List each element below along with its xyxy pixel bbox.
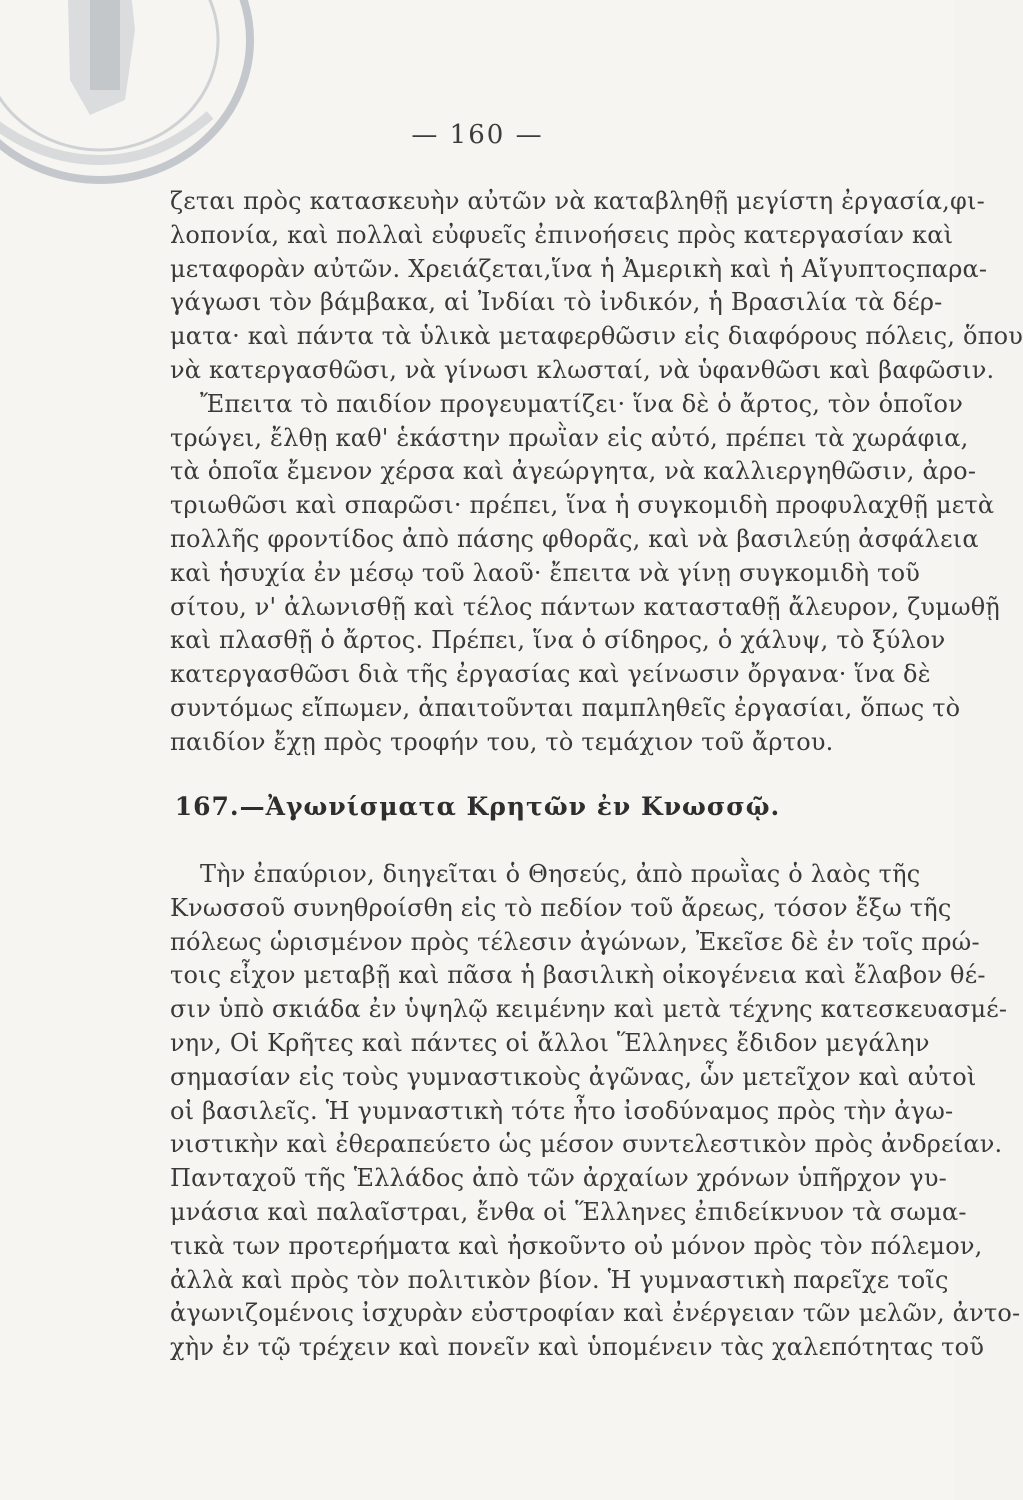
text-line: χὴν ἐν τῷ τρέχειν καὶ πονεῖν καὶ ὑπομένειν τὰς χαλεπότητας τοῦ (170, 1333, 985, 1362)
section-heading: 167.—Ἀγωνίσματα Κρητῶν ἐν Κνωσσῷ. (174, 792, 781, 821)
text-line: τοις εἶχον μεταβῇ καὶ πᾶσα ἡ βασιλικὴ οἰκογένεια καὶ ἔλαβον θέ- (170, 961, 986, 990)
text-line: νην, Οἱ Κρῆτες καὶ πάντες οἱ ἄλλοι Ἕλληνες ἔδιδον μεγάλην (170, 1028, 930, 1057)
text-line: πολλῆς φροντίδος ἀπὸ πάσης φθορᾶς, καὶ νὰ βασιλεύῃ ἀσφάλεια (170, 524, 979, 553)
text-line: γάγωσι τὸν βάμβακα, αἱ Ἰνδίαι τὸ ἰνδικόν, ἡ Βρασιλία τὰ δέρ- (170, 288, 943, 317)
text-line: καὶ πλασθῇ ὁ ἄρτος. Πρέπει, ἵνα ὁ σίδηρος, ὁ χάλυψ, τὸ ξύλον (170, 626, 946, 655)
text-line: νιστικὴν καὶ ἐθεραπεύετο ὡς μέσον συντελεστικὸν πρὸς ἀνδρείαν. (170, 1130, 1003, 1159)
text-line: πόλεως ὡρισμένον πρὸς τέλεσιν ἀγώνων, Ἐκεῖσε δὲ ἐν τοῖς πρώ- (170, 927, 980, 956)
text-line: τρώγει, ἔλθῃ καθ' ἑκάστην πρωῒαν εἰς αὐτό, πρέπει τὰ χωράφια, (170, 423, 969, 452)
text-line: σίτου, ν' ἀλωνισθῇ καὶ τέλος πάντων κατασταθῇ ἄλευρον, ζυμωθῇ (170, 592, 1000, 621)
text-line: τικὰ των προτερήματα καὶ ἠσκοῦντο οὐ μόνον πρὸς τὸν πόλεμον, (170, 1231, 983, 1260)
text-line: παιδίον ἔχῃ πρὸς τροφήν του, τὸ τεμάχιον τοῦ ἄρτου. (170, 727, 834, 756)
text-line: καὶ ἡσυχία ἐν μέσῳ τοῦ λαοῦ· ἔπειτα νὰ γίνῃ συγκομιδὴ τοῦ (170, 558, 921, 587)
page-number: — 160 — (411, 120, 544, 150)
text-line: Ἔπειτα τὸ παιδίον προγευματίζει· ἵνα δὲ ὁ ἄρτος, τὸν ὁποῖον (200, 389, 963, 418)
text-line: μνάσια καὶ παλαῖστραι, ἔνθα οἱ Ἕλληνες ἐπιδείκνυον τὰ σωμα- (170, 1197, 967, 1226)
text-line: ζεται πρὸς κατασκευὴν αὐτῶν νὰ καταβληθῇ μεγίστη ἐργασία,φι- (170, 187, 985, 215)
text-line: κατεργασθῶσι διὰ τῆς ἐργασίας καὶ γείνωσιν ὄργανα· ἵνα δὲ (170, 660, 931, 689)
text-line: λοπονία, καὶ πολλαὶ εὐφυεῖς ἐπινοήσεις πρὸς κατεργασίαν καὶ (170, 220, 954, 249)
text-line: σημασίαν εἰς τοὺς γυμναστικοὺς ἀγῶνας, ὧν μετεῖχον καὶ αὐτοὶ (170, 1062, 977, 1091)
text-line: οἱ βασιλεῖς. Ἡ γυμναστικὴ τότε ἦτο ἰσοδύναμος πρὸς τὴν ἀγω- (170, 1096, 954, 1125)
paragraph-2 (170, 858, 1021, 1365)
text-line: ἀλλὰ καὶ πρὸς τὸν πολιτικὸν βίον. Ἡ γυμναστικὴ παρεῖχε τοῖς (170, 1265, 949, 1294)
text-line: συντόμως εἴπωμεν, ἀπαιτοῦνται παμπληθεῖς ἐργασίαι, ὅπως τὸ (170, 693, 961, 722)
text-line: τὰ ὁποῖα ἔμενον χέρσα καὶ ἀγεώργητα, νὰ καλλιεργηθῶσιν, ἀρο- (170, 457, 977, 486)
text-line: Κνωσσοῦ συνηθροίσθη εἰς τὸ πεδίον τοῦ ἄρεως, τόσον ἔξω τῆς (170, 893, 952, 922)
text-line: ἀγωνιζομένοις ἰσχυρὰν εὐστροφίαν καὶ ἐνέργειαν τῶν μελῶν, ἀντο- (170, 1299, 1021, 1328)
text-line: Τὴν ἐπαύριον, διηγεῖται ὁ Θησεύς, ἀπὸ πρωῒας ὁ λαὸς τῆς (200, 860, 921, 888)
text-line: τριωθῶσι καὶ σπαρῶσι· πρέπει, ἵνα ἡ συγκομιδὴ προφυλαχθῇ μετὰ (170, 491, 995, 520)
library-stamp (0, 0, 270, 200)
text-line: ματα· καὶ πάντα τὰ ὑλικὰ μεταφερθῶσιν εἰς διαφόρους πόλεις, ὅπου (170, 322, 1023, 351)
text-line: μεταφορὰν αὐτῶν. Χρειάζεται,ἵνα ἡ Ἀμερικὴ καὶ ἡ Αἴγυπτοςπαρα- (170, 254, 988, 283)
paragraph-1 (170, 185, 1023, 760)
text-line: νὰ κατεργασθῶσι, νὰ γίνωσι κλωσταί, νὰ ὑφανθῶσι καὶ βαφῶσιν. (170, 355, 995, 384)
text-line: Πανταχοῦ τῆς Ἑλλάδος ἀπὸ τῶν ἀρχαίων χρόνων ὑπῆρχον γυ- (170, 1164, 947, 1193)
text-line: σιν ὑπὸ σκιάδα ἐν ὑψηλῷ κειμένην καὶ μετὰ τέχνης κατεσκευασμέ- (170, 995, 1008, 1024)
